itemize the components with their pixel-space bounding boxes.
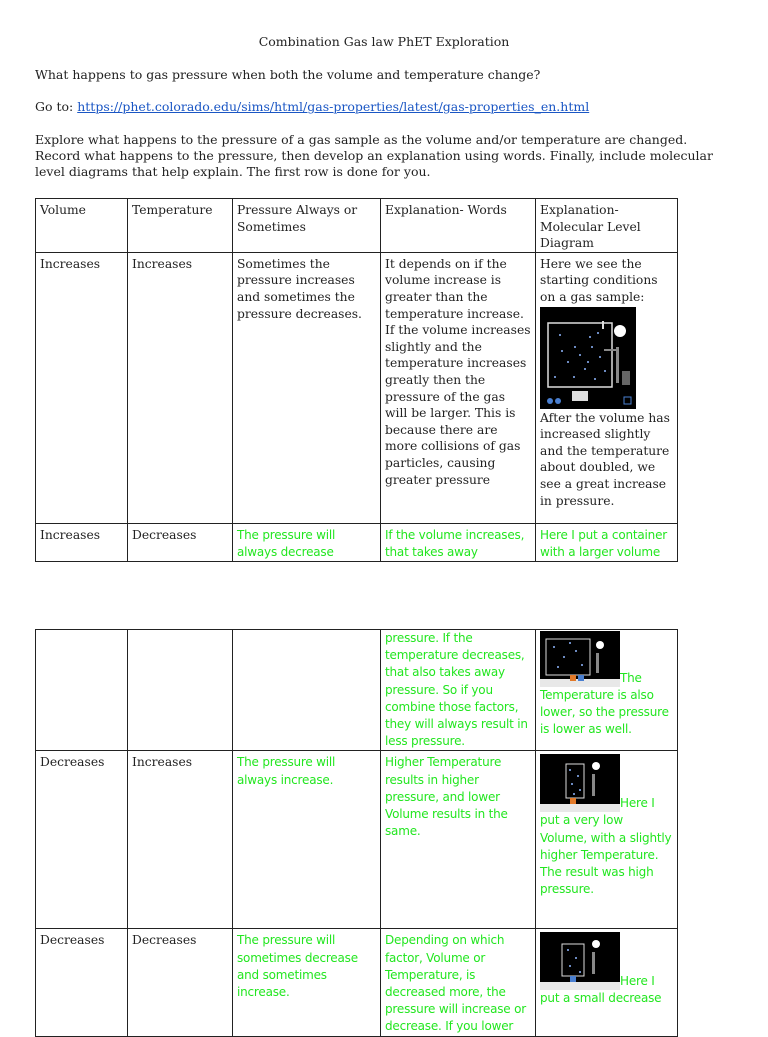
row3-volume: Decreases <box>36 751 128 929</box>
row2-cont-pressure <box>233 630 381 751</box>
row2-cont-volume <box>36 630 128 751</box>
goto-line <box>35 99 735 115</box>
row4-pressure: The pressure will sometimes decrease and sometimes increase. <box>233 929 381 1036</box>
table-header-row <box>36 199 678 253</box>
table-row <box>36 523 678 561</box>
header-temperature: Temperature <box>128 199 233 253</box>
row4-diagram: Here I put a small decrease <box>540 974 662 1006</box>
row2-pressure: The pressure will always decrease <box>233 523 381 561</box>
row2-temperature: Decreases <box>128 523 233 561</box>
question-text: What happens to gas pressure when both the volume and temperature change? <box>35 67 541 82</box>
instructions-text: Explore what happens to the pressure of a gas sample as the volume and/or temperature are changed. Record what happens to the pressure, then develop an explanation using words. Finally, include molecular level diagrams that help explain. The first row is done for you. <box>35 132 713 179</box>
goto-label: Go to: <box>35 99 78 114</box>
row2-diagram-part1: Here I put a container with a larger volume <box>536 523 678 561</box>
row2-words-part1: If the volume increases, that takes away <box>381 523 536 561</box>
row2-diagram-part2: The Temperature is also lower, so the pressure is lower as well. <box>540 670 669 737</box>
phet-simulation-screenshot <box>540 754 620 812</box>
row3-words: Higher Temperature results in higher pressure, and lower Volume results in the same. <box>381 751 536 929</box>
header-diagram: Explanation- Molecular Level Diagram <box>536 199 678 253</box>
row1-diagram-after: After the volume has increased slightly and the temperature about doubled, we see a great increase in pressure. <box>540 410 670 508</box>
phet-simulation-screenshot <box>540 932 620 990</box>
row3-diagram: Here I put a very low Volume, with a slightly higher Temperature. The result was high pressure. <box>540 796 672 897</box>
row3-diagram-cell <box>536 751 678 929</box>
row1-diagram-before: Here we see the starting conditions on a gas sample: <box>540 256 658 304</box>
row1-diagram-cell <box>536 252 678 523</box>
header-words: Explanation- Words <box>381 199 536 253</box>
phet-simulation-screenshot <box>540 307 636 409</box>
phet-link[interactable]: https://phet.colorado.edu/sims/html/gas-properties/latest/gas-properties_en.html <box>77 99 590 114</box>
row1-volume: Increases <box>36 252 128 523</box>
row2-words-part2: pressure. If the temperature decreases, that also takes away pressure. So if you combine those factors, they will always result in less pressure. <box>381 630 536 751</box>
gas-law-table-page1 <box>35 198 678 562</box>
table-row <box>36 252 678 523</box>
row1-temperature: Increases <box>128 252 233 523</box>
table-row <box>36 751 678 929</box>
row1-pressure: Sometimes the pressure increases and sometimes the pressure decreases. <box>233 252 381 523</box>
row4-temperature: Decreases <box>128 929 233 1036</box>
header-pressure: Pressure Always or Sometimes <box>233 199 381 253</box>
header-volume: Volume <box>36 199 128 253</box>
row4-words: Depending on which factor, Volume or Temperature, is decreased more, the pressure will increase or decrease. If you lower <box>381 929 536 1036</box>
row1-words: It depends on if the volume increase is greater than the temperature increase. If the volume increases slightly and the temperature increases greatly then the pressure of the gas will be larger. This is because there are more collisions of gas particles, causing greater pressure <box>381 252 536 523</box>
row3-pressure: The pressure will always increase. <box>233 751 381 929</box>
table-row <box>36 929 678 1036</box>
row2-volume: Increases <box>36 523 128 561</box>
row2-cont-temperature <box>128 630 233 751</box>
table-row <box>36 630 678 751</box>
document-title: Combination Gas law PhET Exploration <box>258 34 510 49</box>
row4-diagram-cell <box>536 929 678 1036</box>
row2-diagram-cell-part2 <box>536 630 678 751</box>
phet-simulation-screenshot <box>540 631 620 687</box>
row4-volume: Decreases <box>36 929 128 1036</box>
gas-law-table-page2 <box>35 629 678 1037</box>
row3-temperature: Increases <box>128 751 233 929</box>
